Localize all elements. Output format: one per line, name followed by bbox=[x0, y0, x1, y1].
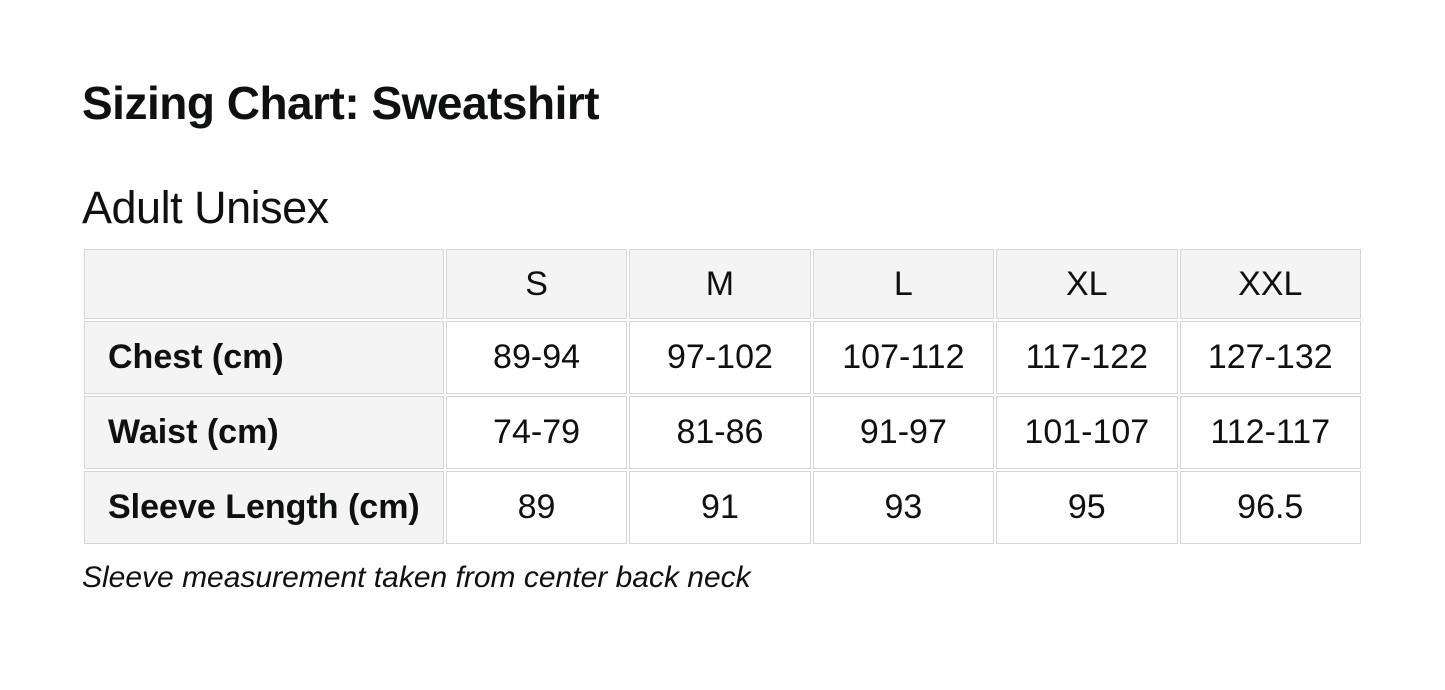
row-label-waist: Waist (cm) bbox=[84, 396, 444, 469]
table-cell: 97-102 bbox=[629, 321, 810, 394]
column-header-l: L bbox=[813, 249, 994, 319]
section-heading-adult-unisex: Adult Unisex bbox=[82, 182, 329, 234]
table-cell: 95 bbox=[996, 471, 1177, 544]
table-cell: 107-112 bbox=[813, 321, 994, 394]
table-cell: 89-94 bbox=[446, 321, 627, 394]
table-row-chest bbox=[84, 321, 1361, 394]
column-header-s: S bbox=[446, 249, 627, 319]
table-header-row bbox=[84, 249, 1361, 319]
table-row-waist bbox=[84, 396, 1361, 469]
table-cell: 89 bbox=[446, 471, 627, 544]
table-cell: 91-97 bbox=[813, 396, 994, 469]
corner-cell bbox=[84, 249, 444, 319]
column-header-m: M bbox=[629, 249, 810, 319]
column-header-xl: XL bbox=[996, 249, 1177, 319]
table-cell: 96.5 bbox=[1180, 471, 1361, 544]
table-cell: 91 bbox=[629, 471, 810, 544]
table-cell: 117-122 bbox=[996, 321, 1177, 394]
table-cell: 112-117 bbox=[1180, 396, 1361, 469]
table-cell: 81-86 bbox=[629, 396, 810, 469]
sizing-table bbox=[82, 247, 1363, 546]
sleeve-measurement-footnote: Sleeve measurement taken from center back neck bbox=[82, 561, 751, 595]
page-title: Sizing Chart: Sweatshirt bbox=[82, 77, 600, 129]
table-cell: 74-79 bbox=[446, 396, 627, 469]
table-cell: 127-132 bbox=[1180, 321, 1361, 394]
row-label-sleeve-length: Sleeve Length (cm) bbox=[84, 471, 444, 544]
table-row-sleeve-length bbox=[84, 471, 1361, 544]
table-cell: 101-107 bbox=[996, 396, 1177, 469]
row-label-chest: Chest (cm) bbox=[84, 321, 444, 394]
table-cell: 93 bbox=[813, 471, 994, 544]
column-header-xxl: XXL bbox=[1180, 249, 1361, 319]
